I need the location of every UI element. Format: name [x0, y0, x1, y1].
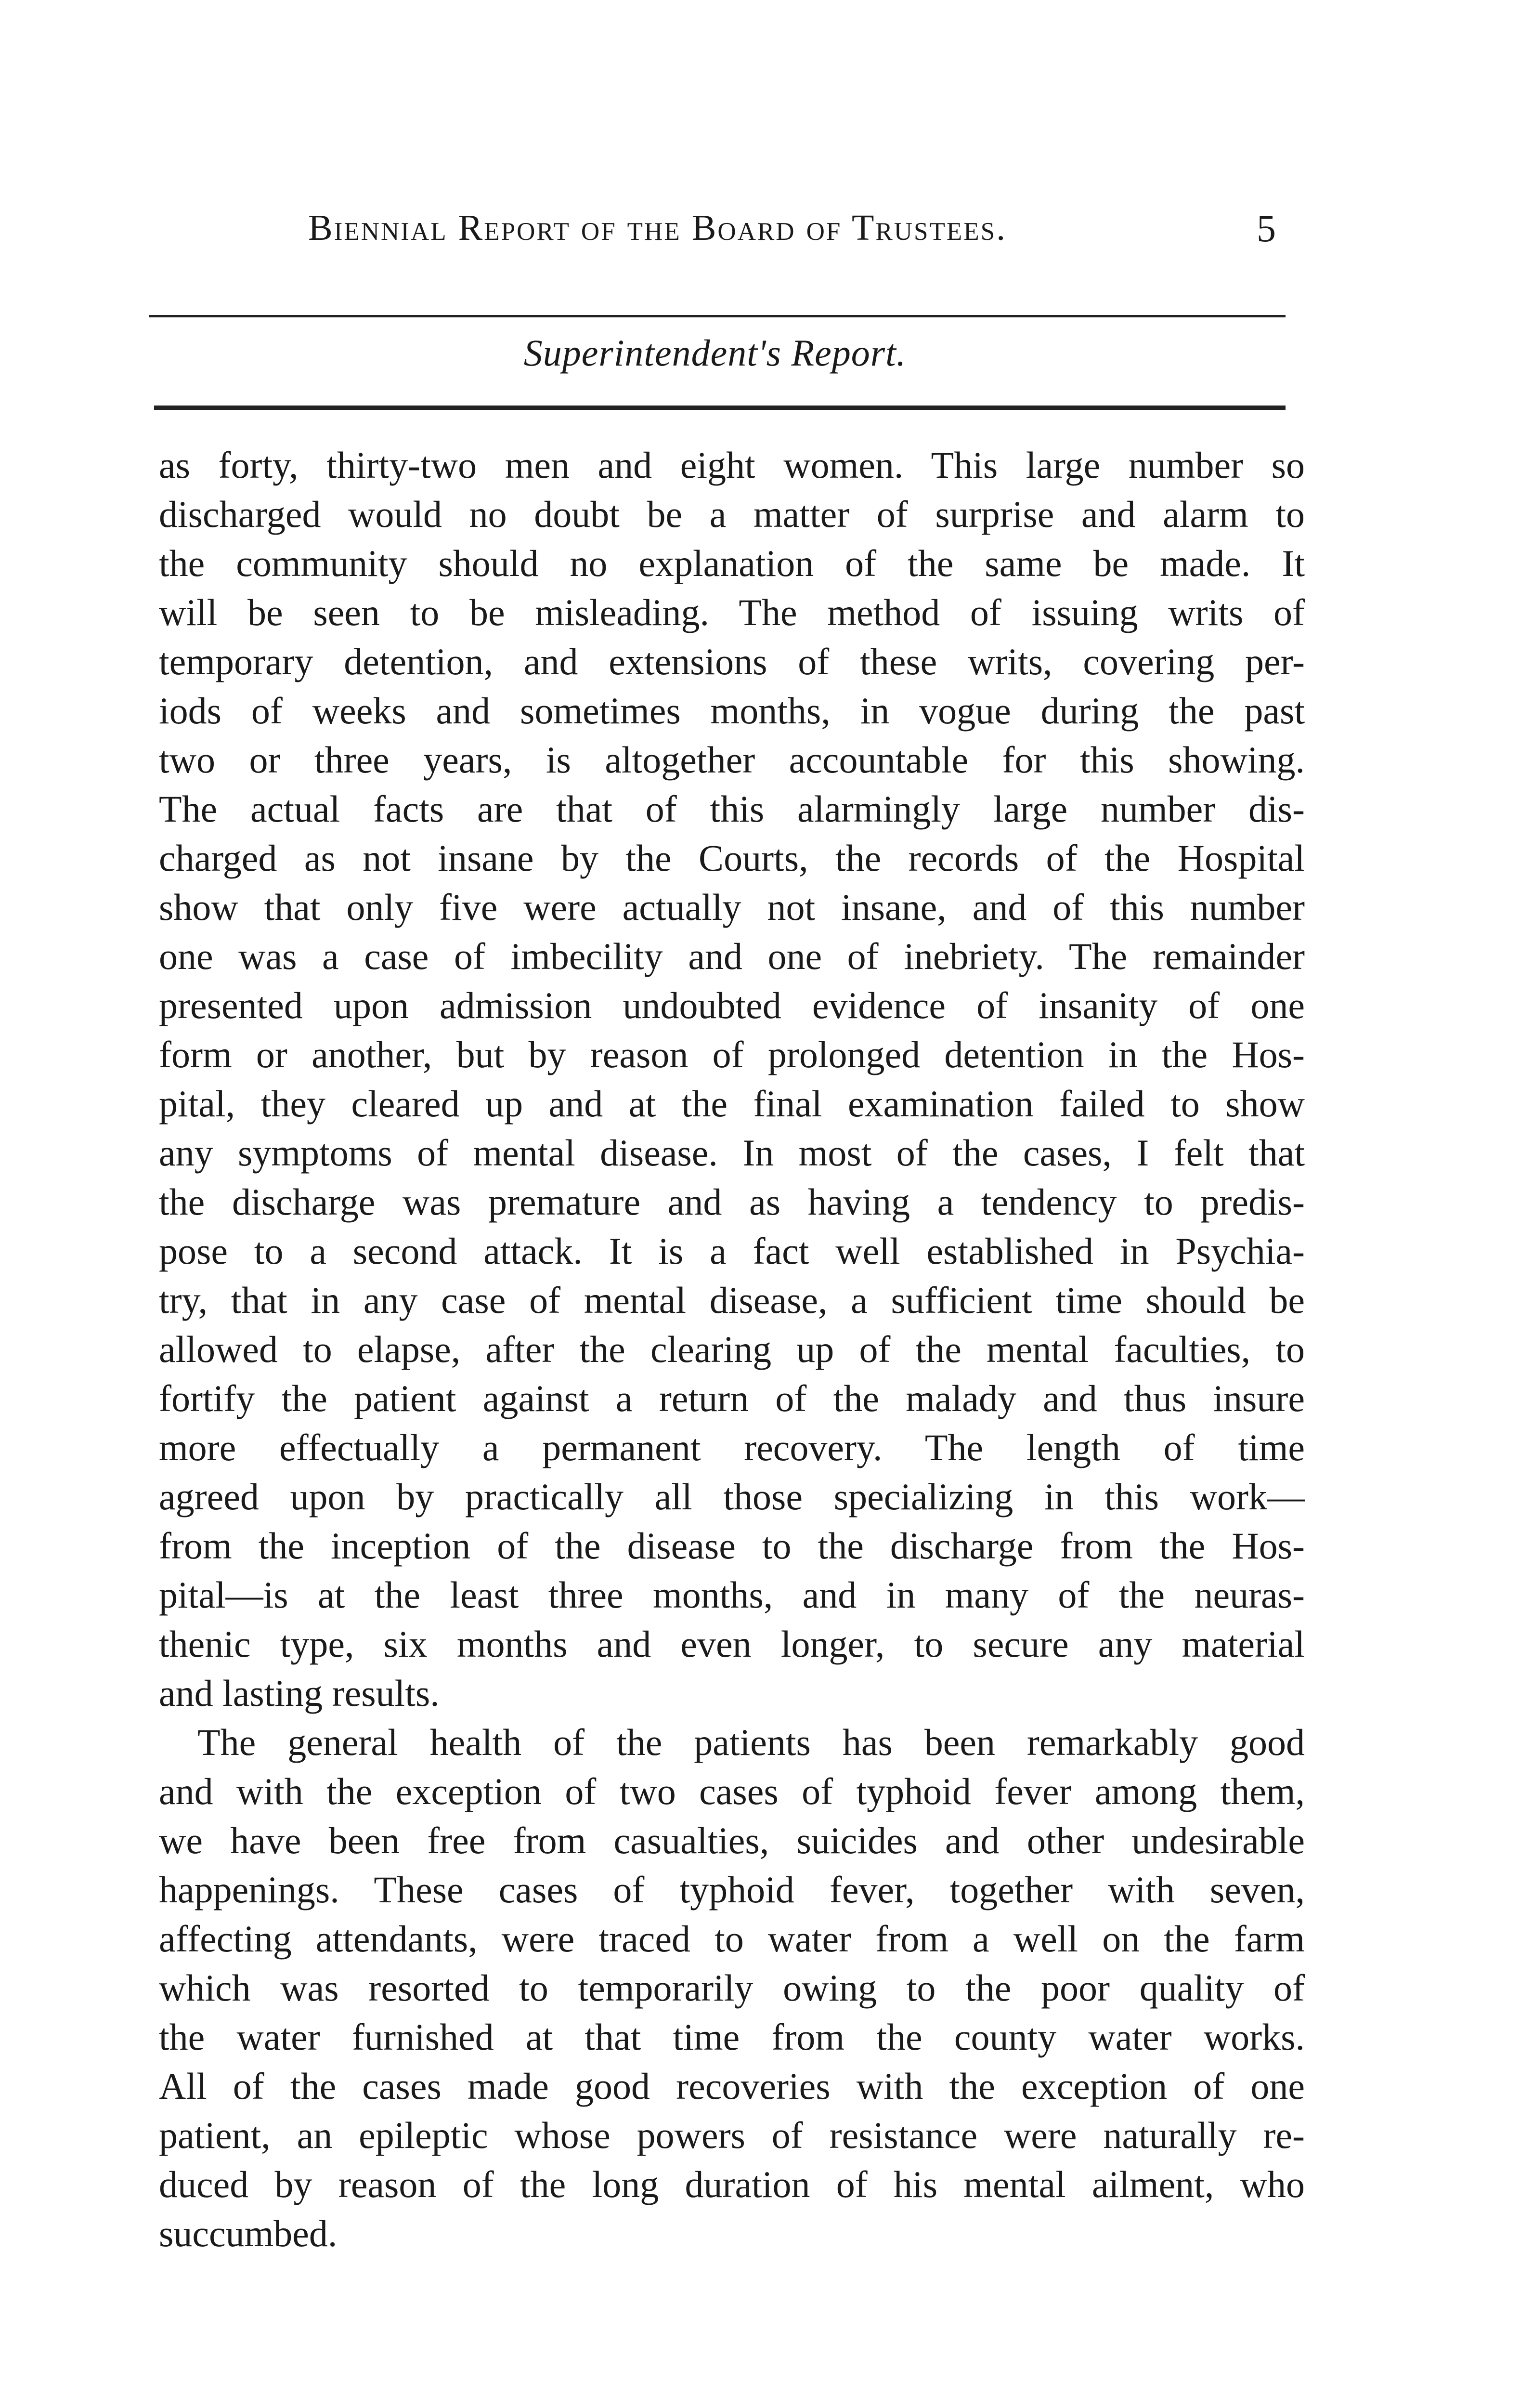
text-line: iods of weeks and sometimes months, in vogue during the past: [159, 690, 1305, 732]
text-line: form or another, but by reason of prolonged detention in the Hos-: [159, 1034, 1305, 1075]
text-line: more effectually a permanent recovery. The length of time: [159, 1426, 1305, 1468]
text-line: All of the cases made good recoveries with the exception of one: [159, 2065, 1305, 2107]
text-line: we have been free from casualties, suicides and other undesirable: [159, 1819, 1305, 1861]
text-line: agreed upon by practically all those specializing in this work—: [159, 1476, 1305, 1518]
text-line: duced by reason of the long duration of his mental ailment, who: [159, 2163, 1305, 2205]
header-rule-top: [149, 315, 1286, 317]
text-line: charged as not insane by the Courts, the records of the Hospital: [159, 837, 1305, 879]
header-rule-bottom: [154, 406, 1286, 410]
text-line: allowed to elapse, after the clearing up of the mental faculties, to: [159, 1328, 1305, 1370]
text-line: The actual facts are that of this alarmingly large number dis-: [159, 788, 1305, 830]
text-line: succumbed.: [159, 2212, 338, 2254]
running-head: [144, 207, 1305, 265]
text-line: two or three years, is altogether accountable for this showing.: [159, 739, 1305, 781]
text-line: any symptoms of mental disease. In most of the cases, I felt that: [159, 1132, 1305, 1174]
page-number: 5: [1257, 208, 1276, 250]
text-line: will be seen to be misleading. The method of issuing writs of: [159, 591, 1305, 633]
text-line: pose to a second attack. It is a fact well established in Psychia-: [159, 1230, 1305, 1272]
text-line: discharged would no doubt be a matter of surprise and alarm to: [159, 493, 1305, 535]
text-line: pital—is at the least three months, and in many of the neuras-: [159, 1574, 1305, 1616]
text-line: show that only five were actually not insane, and of this number: [159, 886, 1305, 928]
text-line: pital, they cleared up and at the final examination failed to show: [159, 1083, 1305, 1125]
text-line: try, that in any case of mental disease, a sufficient time should be: [159, 1279, 1305, 1321]
body-text: [159, 441, 1305, 2258]
text-line: from the inception of the disease to the discharge from the Hos-: [159, 1525, 1305, 1567]
text-line: the discharge was premature and as having a tendency to predis-: [159, 1181, 1305, 1223]
text-line: affecting attendants, were traced to water from a well on the farm: [159, 1918, 1305, 1960]
text-line: The general health of the patients has been remarkably good: [197, 1721, 1305, 1763]
text-line: patient, an epileptic whose powers of resistance were naturally re-: [159, 2114, 1305, 2156]
text-line: happenings. These cases of typhoid fever, together with seven,: [159, 1869, 1305, 1911]
text-line: and lasting results.: [159, 1672, 440, 1714]
text-line: temporary detention, and extensions of these writs, covering per-: [159, 641, 1305, 682]
text-line: which was resorted to temporarily owing to the poor quality of: [159, 1967, 1305, 2009]
text-line: presented upon admission undoubted evidence of insanity of one: [159, 984, 1305, 1026]
text-line: the water furnished at that time from the county water works.: [159, 2016, 1305, 2058]
text-line: fortify the patient against a return of the malady and thus insure: [159, 1377, 1305, 1419]
text-line: and with the exception of two cases of typhoid fever among them,: [159, 1770, 1305, 1812]
text-line: one was a case of imbecility and one of inebriety. The remainder: [159, 935, 1305, 977]
running-title: Biennial Report of the Board of Trustees.: [308, 208, 1007, 248]
text-line: thenic type, six months and even longer, to secure any material: [159, 1623, 1305, 1665]
text-line: as forty, thirty-two men and eight women. This large number so: [159, 444, 1305, 486]
section-title: Superintendent's Report.: [523, 332, 907, 374]
text-line: the community should no explanation of the same be made. It: [159, 542, 1305, 584]
